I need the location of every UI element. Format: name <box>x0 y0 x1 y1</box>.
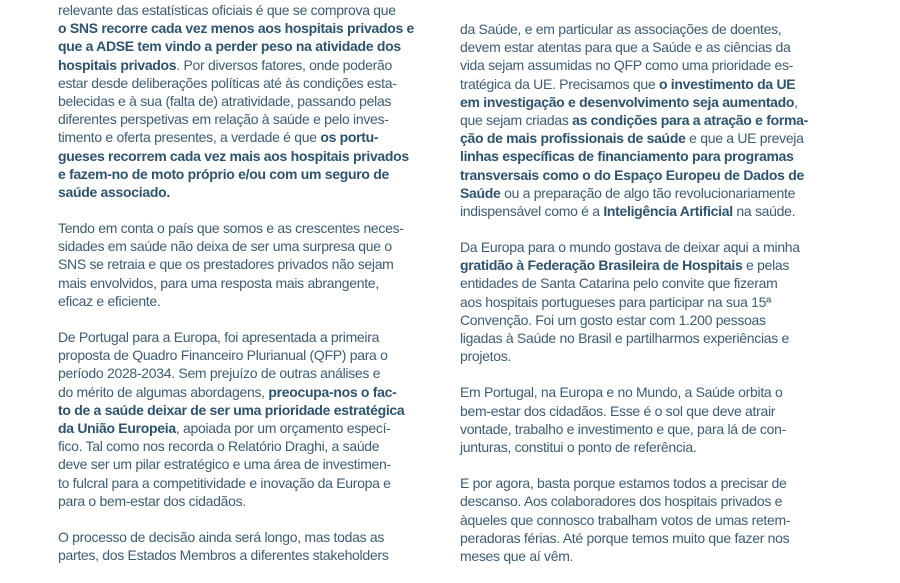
text-segment: diferentes perspetivas em relação à saúde e pelo inves- <box>58 111 389 128</box>
text-segment: entidades de Santa Catarina pelo convite que fizeram <box>460 275 778 292</box>
text-segment: ou a preparação de algo tão revolucionariamente <box>500 184 796 201</box>
text-segment: to fulcral para a competitividade e inovação da Europa e <box>58 474 391 491</box>
text-segment: timento e oferta presentes, a verdade é que <box>58 129 321 146</box>
text-line <box>460 256 846 274</box>
text-segment: , <box>794 93 798 110</box>
text-line <box>58 437 444 455</box>
text-line <box>58 474 444 492</box>
text-line <box>460 75 846 93</box>
text-segment: estar desde deliberações políticas até às condições esta- <box>58 74 397 91</box>
text-line <box>58 165 444 183</box>
bold-text-segment: que a ADSE tem vindo a perder peso na atividade dos <box>58 38 401 55</box>
text-segment: na saúde. <box>732 202 796 219</box>
text-line <box>460 529 846 547</box>
text-line <box>460 93 846 111</box>
text-line <box>58 255 444 273</box>
text-segment: E por agora, basta porque estamos todos a precisar de <box>460 475 787 492</box>
text-line <box>58 292 444 310</box>
text-segment: O processo de decisão ainda será longo, mas todas as <box>58 528 385 545</box>
text-line <box>58 237 444 255</box>
bold-text-segment: gratidão à Federação Brasileira de Hospitais <box>460 257 743 274</box>
text-segment: partes, dos Estados Membros a diferentes stakeholders <box>58 547 389 564</box>
text-segment: vida sejam assumidas no QFP como uma prioridade es- <box>460 57 794 74</box>
paragraph <box>58 328 444 510</box>
text-line <box>460 402 846 420</box>
text-segment: aos hospitais portugueses para participar na sua 15ª <box>460 293 772 310</box>
text-segment: , apoiada por um orçamento especí- <box>175 419 391 436</box>
text-line <box>58 492 444 510</box>
text-line <box>58 528 444 546</box>
paragraph <box>460 383 846 456</box>
text-segment: eficaz e eficiente. <box>58 292 161 309</box>
text-line <box>58 383 444 401</box>
text-segment: belecidas e à sua (falta de) atratividade, passando pelas <box>58 92 392 109</box>
text-segment: fico. Tal como nos recorda o Relatório Draghi, a saúde <box>58 438 380 455</box>
text-segment: período 2028-2034. Sem prejuízo de outras análises e <box>58 365 381 382</box>
bold-text-segment: gueses recorrem cada vez mais aos hospitais privados <box>58 147 409 164</box>
bold-text-segment: o investimento da UE <box>658 75 796 92</box>
text-segment: . Por diversos fatores, onde poderão <box>176 56 392 73</box>
paragraph <box>460 474 846 565</box>
text-line <box>58 147 444 165</box>
text-line <box>460 438 846 456</box>
paragraph <box>460 20 846 220</box>
bold-text-segment: saúde associado. <box>58 183 170 200</box>
bold-text-segment: em investigação e desenvolvimento seja aumentado <box>460 93 795 110</box>
text-line <box>460 129 846 147</box>
paragraph <box>58 528 444 564</box>
text-segment: Da Europa para o mundo gostava de deixar aqui a minha <box>460 239 800 256</box>
text-line <box>460 547 846 565</box>
bold-text-segment: os portu- <box>320 129 379 146</box>
text-line <box>58 110 444 128</box>
text-segment: vontade, trabalho e investimento e que, para lá de con- <box>460 420 786 437</box>
text-line <box>58 274 444 292</box>
text-line <box>460 347 846 365</box>
text-line <box>58 346 444 364</box>
text-line <box>460 492 846 510</box>
text-line <box>460 474 846 492</box>
text-line <box>460 202 846 220</box>
bold-text-segment: ção de mais profissionais de saúde <box>460 130 686 147</box>
text-segment: proposta de Quadro Financeiro Plurianual (QFP) para o <box>58 347 388 364</box>
text-line <box>58 183 444 201</box>
text-line <box>58 219 444 237</box>
text-segment: Convenção. Foi um gosto estar com 1.200 pessoas <box>460 311 766 328</box>
text-segment: SNS se retraia e que os prestadores privados não sejam <box>58 256 394 273</box>
bold-text-segment: e fazem-no de moto próprio e/ou com um seguro de <box>58 165 389 182</box>
text-line <box>58 1 444 19</box>
text-line <box>58 455 444 473</box>
text-line <box>58 19 444 37</box>
text-segment: peradoras férias. Até porque temos muito que fazer nos <box>460 529 790 546</box>
text-segment: bem-estar dos cidadãos. Esse é o sol que deve atrair <box>460 402 776 419</box>
text-line <box>460 420 846 438</box>
text-segment: para o bem-estar dos cidadãos. <box>58 492 246 509</box>
text-line <box>58 74 444 92</box>
text-segment: que sejam criadas <box>460 111 573 128</box>
text-line <box>460 329 846 347</box>
text-line <box>460 311 846 329</box>
text-line <box>58 401 444 419</box>
text-segment: relevante das estatísticas oficiais é que se comprova que <box>58 2 396 18</box>
text-line <box>58 37 444 55</box>
text-segment: tratégica da UE. Precisamos que <box>460 75 659 92</box>
bold-text-segment: linhas específicas de financiamento para programas <box>460 148 794 165</box>
text-column-right <box>460 20 846 583</box>
text-column-left <box>58 1 444 582</box>
bold-text-segment: hospitais privados <box>58 56 177 73</box>
text-line <box>58 546 444 564</box>
text-line <box>58 364 444 382</box>
text-segment: indispensável como é a <box>460 202 604 219</box>
text-segment: àqueles que connosco trabalham votos de umas retem- <box>460 511 791 528</box>
text-line <box>58 56 444 74</box>
bold-text-segment: transversais como o do Espaço Europeu de Dados de <box>460 166 804 183</box>
text-line <box>460 20 846 38</box>
text-segment: descanso. Aos colaboradores dos hospitais privados e <box>460 493 783 510</box>
text-line <box>58 419 444 437</box>
paragraph <box>58 219 444 310</box>
text-line <box>460 166 846 184</box>
text-segment: meses que aí vêm. <box>460 547 574 564</box>
text-line <box>460 511 846 529</box>
text-segment: e que a UE preveja <box>685 130 804 147</box>
text-line <box>460 184 846 202</box>
text-line <box>460 38 846 56</box>
bold-text-segment: da União Europeia <box>58 419 176 436</box>
bold-text-segment: as condições para a atração e forma- <box>572 111 808 128</box>
text-line <box>58 128 444 146</box>
bold-text-segment: preocupa-nos o fac- <box>268 383 397 400</box>
text-segment: Em Portugal, na Europa e no Mundo, a Saúde orbita o <box>460 384 783 401</box>
text-line <box>460 56 846 74</box>
text-line <box>58 328 444 346</box>
text-line <box>460 238 846 256</box>
text-line <box>460 293 846 311</box>
paragraph <box>58 1 444 201</box>
text-line <box>58 92 444 110</box>
paragraph <box>460 238 846 365</box>
text-segment: Tendo em conta o país que somos e as crescentes neces- <box>58 220 404 237</box>
text-line <box>460 111 846 129</box>
text-segment: ligadas à Saúde no Brasil e partilharmos experiências e <box>460 330 790 346</box>
bold-text-segment: o SNS recorre cada vez menos aos hospitais privados e <box>58 20 415 37</box>
text-segment: projetos. <box>460 348 511 365</box>
text-line <box>460 147 846 165</box>
bold-text-segment: Saúde <box>460 184 501 201</box>
text-segment: mais envolvidos, para uma resposta mais abrangente, <box>58 274 379 291</box>
text-segment: deve ser um pilar estratégico e uma área de investimen- <box>58 456 391 473</box>
text-line <box>460 274 846 292</box>
text-segment: junturas, constitui o ponto de referência. <box>460 438 697 455</box>
bold-text-segment: Inteligência Artificial <box>603 202 733 219</box>
text-segment: e pelas <box>742 257 790 274</box>
text-line <box>460 383 846 401</box>
text-segment: devem estar atentas para que a Saúde e as ciências da <box>460 39 791 56</box>
text-segment: sidades em saúde não deixa de ser uma surpresa que o <box>58 238 392 255</box>
text-segment: do mérito de algumas abordagens, <box>58 383 269 400</box>
bold-text-segment: to de a saúde deixar de ser uma prioridade estratégica <box>58 401 405 418</box>
text-segment: De Portugal para a Europa, foi apresentada a primeira <box>58 329 380 345</box>
text-segment: da Saúde, e em particular as associações de doentes, <box>460 21 782 37</box>
